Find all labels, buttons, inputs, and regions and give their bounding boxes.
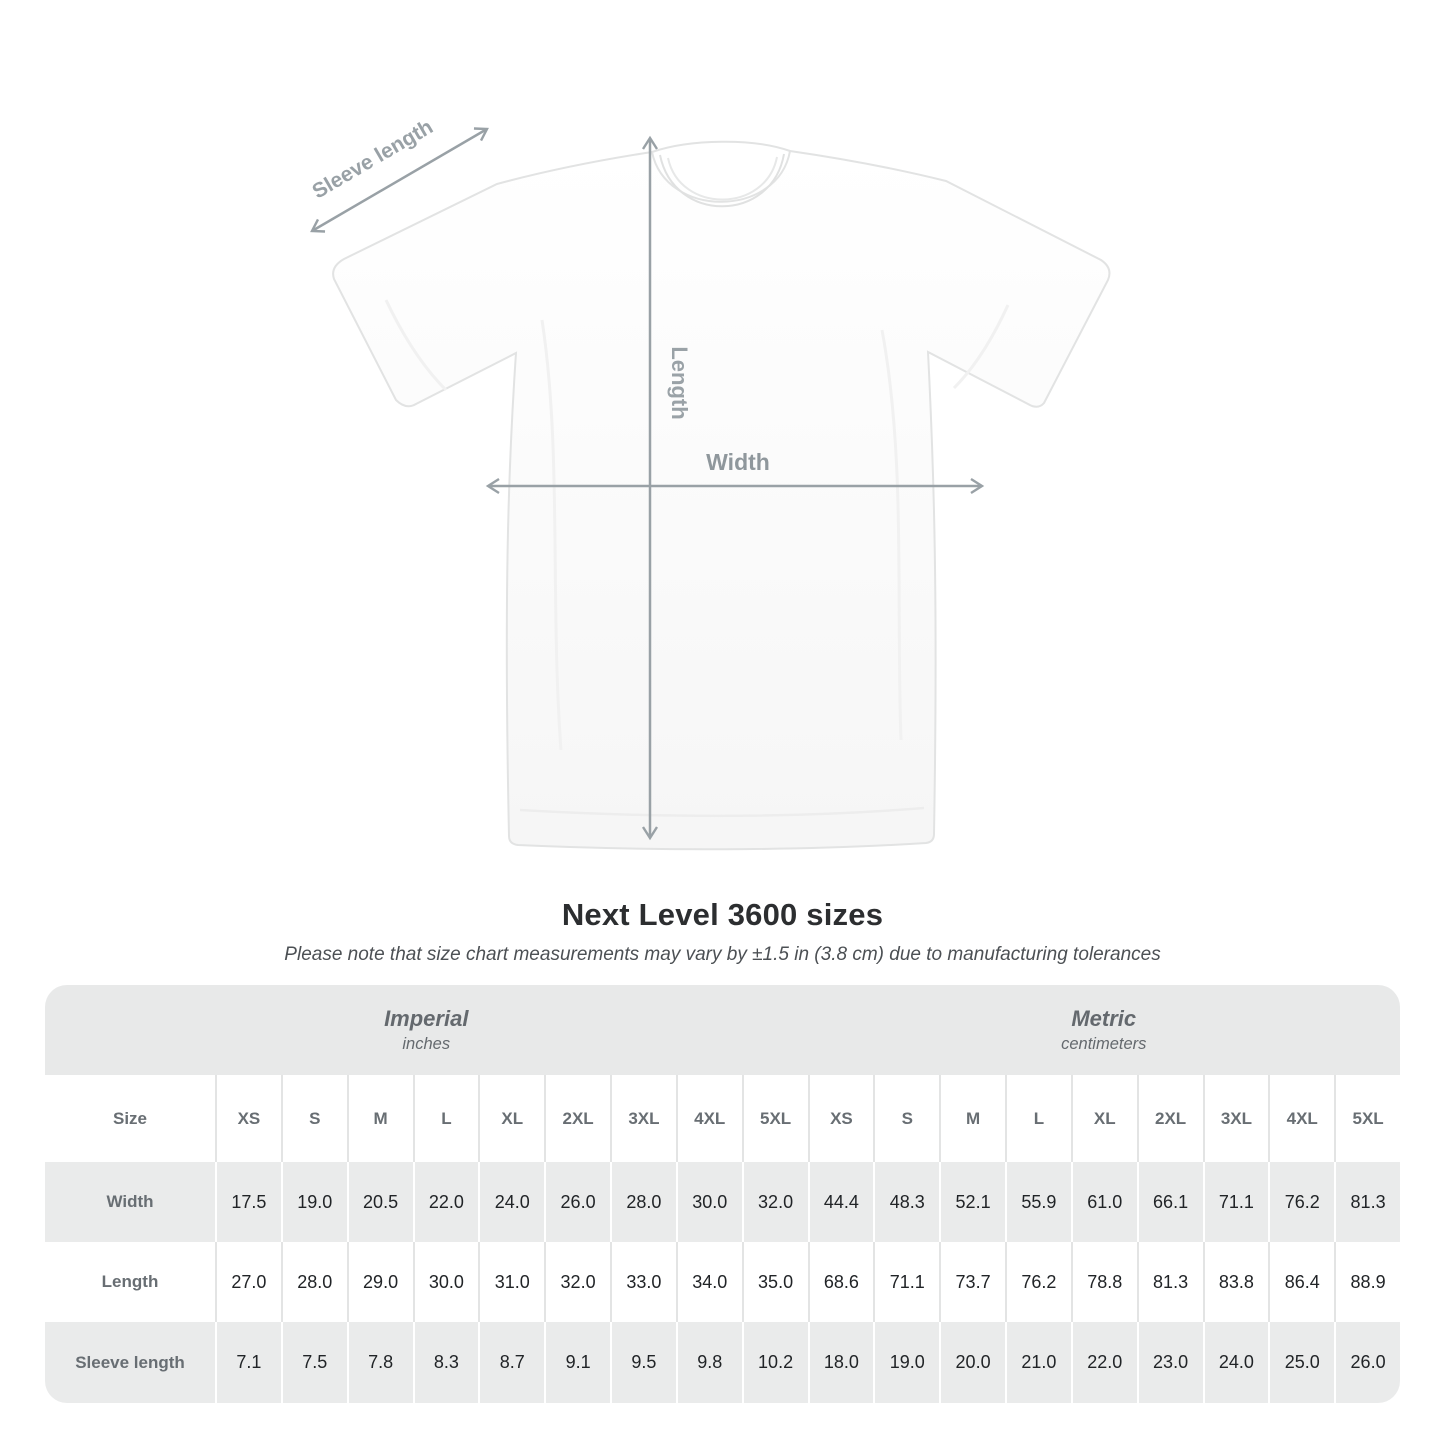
imperial-group-unit: inches <box>402 1035 451 1053</box>
size-col-header: 5XL <box>1334 1075 1400 1162</box>
size-col-header: 3XL <box>610 1075 676 1162</box>
size-value-cell: 24.0 <box>478 1162 544 1242</box>
size-value-cell: 24.0 <box>1203 1322 1269 1403</box>
size-value-cell: 25.0 <box>1268 1322 1334 1403</box>
size-value-cell: 20.0 <box>939 1322 1005 1403</box>
size-col-header: 2XL <box>544 1075 610 1162</box>
size-value-cell: 55.9 <box>1005 1162 1071 1242</box>
sleeve-length-label: Sleeve length <box>308 115 437 204</box>
size-col-header: S <box>281 1075 347 1162</box>
size-value-cell: 30.0 <box>413 1242 479 1322</box>
size-col-header: L <box>1005 1075 1071 1162</box>
size-value-cell: 9.1 <box>544 1322 610 1403</box>
size-value-cell: 31.0 <box>478 1242 544 1322</box>
size-value-cell: 78.8 <box>1071 1242 1137 1322</box>
size-value-cell: 9.8 <box>676 1322 742 1403</box>
size-value-cell: 19.0 <box>281 1162 347 1242</box>
row-label: Sleeve length <box>45 1322 215 1403</box>
size-value-cell: 26.0 <box>1334 1322 1400 1403</box>
size-value-cell: 71.1 <box>873 1242 939 1322</box>
metric-group-name: Metric <box>1071 1006 1137 1031</box>
row-label: Length <box>45 1242 215 1322</box>
length-label: Length <box>667 346 692 420</box>
size-col-header: 5XL <box>742 1075 808 1162</box>
size-value-cell: 10.2 <box>742 1322 808 1403</box>
row-label: Width <box>45 1162 215 1242</box>
size-value-cell: 26.0 <box>544 1162 610 1242</box>
size-col-header: M <box>939 1075 1005 1162</box>
size-value-cell: 48.3 <box>873 1162 939 1242</box>
size-value-cell: 28.0 <box>610 1162 676 1242</box>
size-value-cell: 76.2 <box>1005 1242 1071 1322</box>
imperial-group-name: Imperial <box>384 1006 469 1031</box>
size-value-cell: 27.0 <box>215 1242 281 1322</box>
size-value-cell: 81.3 <box>1334 1162 1400 1242</box>
size-col-header: XS <box>808 1075 874 1162</box>
size-header-label: Size <box>45 1075 215 1162</box>
size-col-header: XS <box>215 1075 281 1162</box>
size-value-cell: 22.0 <box>413 1162 479 1242</box>
size-value-cell: 44.4 <box>808 1162 874 1242</box>
width-label: Width <box>706 449 770 475</box>
size-value-cell: 8.7 <box>478 1322 544 1403</box>
size-value-cell: 88.9 <box>1334 1242 1400 1322</box>
size-value-cell: 71.1 <box>1203 1162 1269 1242</box>
size-value-cell: 17.5 <box>215 1162 281 1242</box>
collar-back-line <box>652 142 790 152</box>
size-value-cell: 33.0 <box>610 1242 676 1322</box>
size-col-header: XL <box>478 1075 544 1162</box>
metric-group-unit: centimeters <box>1061 1035 1147 1053</box>
size-value-cell: 30.0 <box>676 1162 742 1242</box>
size-value-cell: 22.0 <box>1071 1322 1137 1403</box>
imperial-group-header <box>45 985 808 1075</box>
size-value-cell: 32.0 <box>544 1242 610 1322</box>
size-value-cell: 21.0 <box>1005 1322 1071 1403</box>
page-title: Next Level 3600 sizes <box>561 897 884 932</box>
tolerance-note: Please note that size chart measurements may vary by ±1.5 in (3.8 cm) due to manufacturing tolerances <box>284 944 1161 965</box>
size-value-cell: 7.5 <box>281 1322 347 1403</box>
size-value-cell: 19.0 <box>873 1322 939 1403</box>
size-value-cell: 18.0 <box>808 1322 874 1403</box>
size-col-header: S <box>873 1075 939 1162</box>
size-col-header: L <box>413 1075 479 1162</box>
size-value-cell: 34.0 <box>676 1242 742 1322</box>
size-value-cell: 76.2 <box>1268 1162 1334 1242</box>
size-value-cell: 29.0 <box>347 1242 413 1322</box>
size-table <box>45 985 1400 1403</box>
size-col-header: 4XL <box>1268 1075 1334 1162</box>
size-col-header: 4XL <box>676 1075 742 1162</box>
metric-group-header <box>808 985 1401 1075</box>
size-value-cell: 23.0 <box>1137 1322 1203 1403</box>
size-col-header: 3XL <box>1203 1075 1269 1162</box>
size-value-cell: 9.5 <box>610 1322 676 1403</box>
size-value-cell: 28.0 <box>281 1242 347 1322</box>
size-value-cell: 32.0 <box>742 1162 808 1242</box>
size-value-cell: 83.8 <box>1203 1242 1269 1322</box>
size-value-cell: 81.3 <box>1137 1242 1203 1322</box>
size-value-cell: 20.5 <box>347 1162 413 1242</box>
size-col-header: XL <box>1071 1075 1137 1162</box>
size-value-cell: 68.6 <box>808 1242 874 1322</box>
size-value-cell: 61.0 <box>1071 1162 1137 1242</box>
size-value-cell: 66.1 <box>1137 1162 1203 1242</box>
size-value-cell: 73.7 <box>939 1242 1005 1322</box>
size-value-cell: 52.1 <box>939 1162 1005 1242</box>
size-col-header: M <box>347 1075 413 1162</box>
size-value-cell: 8.3 <box>413 1322 479 1403</box>
tshirt-graphic <box>333 151 1109 849</box>
size-value-cell: 7.1 <box>215 1322 281 1403</box>
size-col-header: 2XL <box>1137 1075 1203 1162</box>
size-value-cell: 7.8 <box>347 1322 413 1403</box>
size-value-cell: 35.0 <box>742 1242 808 1322</box>
size-value-cell: 86.4 <box>1268 1242 1334 1322</box>
